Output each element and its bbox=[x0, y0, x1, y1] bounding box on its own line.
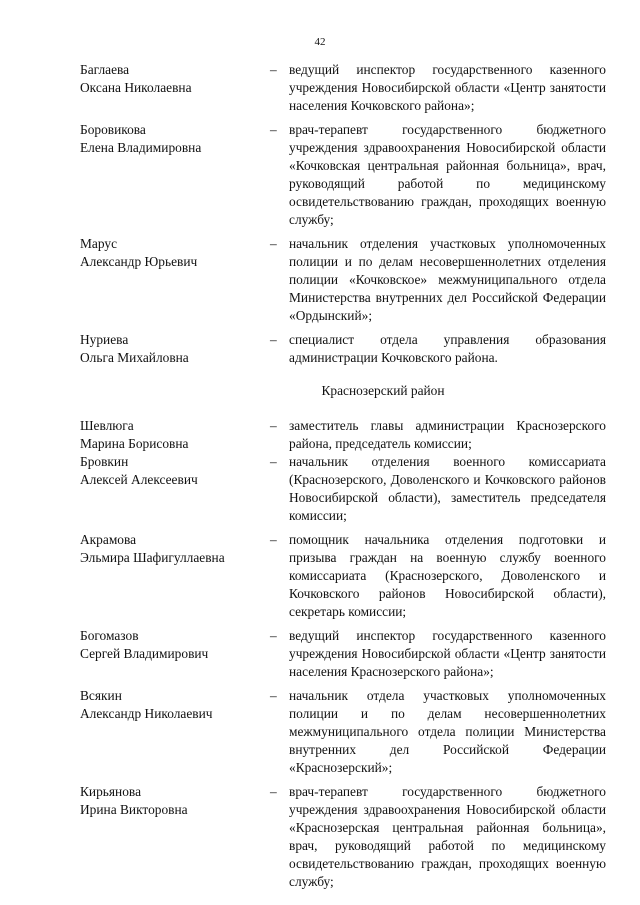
member-surname: Нуриева bbox=[80, 332, 129, 347]
section-heading: Краснозерский район bbox=[321, 383, 445, 398]
member-surname: Кирьянова bbox=[80, 784, 142, 799]
dash-separator: – bbox=[270, 332, 277, 347]
dash-separator: – bbox=[270, 784, 277, 799]
member-surname: Бровкин bbox=[80, 454, 129, 469]
member-given-names: Марина Борисовна bbox=[80, 436, 189, 451]
member-name bbox=[80, 417, 270, 453]
document-body bbox=[80, 61, 606, 891]
dash-separator: – bbox=[270, 628, 277, 643]
member-name bbox=[80, 531, 270, 621]
commission-member-entry bbox=[80, 453, 606, 525]
commission-member-entry bbox=[80, 121, 606, 229]
member-surname: Всякин bbox=[80, 688, 122, 703]
member-name bbox=[80, 61, 270, 115]
commission-member-entry bbox=[80, 417, 606, 453]
member-surname: Акрамова bbox=[80, 532, 137, 547]
member-given-names: Оксана Николаевна bbox=[80, 80, 192, 95]
member-role: ведущий инспектор государственного казенного учреждения Новосибирской области «Центр занятости населения Кочковского района»; bbox=[289, 62, 606, 113]
member-name bbox=[80, 453, 270, 525]
member-surname: Шевлюга bbox=[80, 418, 134, 433]
member-role: врач-терапевт государственного бюджетного учреждения здравоохранения Новосибирской области «Краснозерская центральная районная больница», врач, руководящий работой по медицинскому освидетельствованию граждан, проходящих военную службу; bbox=[289, 784, 606, 889]
member-name bbox=[80, 627, 270, 681]
commission-member-entry bbox=[80, 627, 606, 681]
commission-member-entry bbox=[80, 331, 606, 367]
member-surname: Богомазов bbox=[80, 628, 139, 643]
member-given-names: Александр Юрьевич bbox=[80, 254, 198, 269]
commission-member-entry bbox=[80, 531, 606, 621]
member-given-names: Алексей Алексеевич bbox=[80, 472, 198, 487]
member-given-names: Ольга Михайловна bbox=[80, 350, 189, 365]
member-name bbox=[80, 331, 270, 367]
member-name bbox=[80, 121, 270, 229]
member-role: заместитель главы администрации Краснозерского района, председатель комиссии; bbox=[289, 418, 606, 451]
dash-separator: – bbox=[270, 418, 277, 433]
dash-separator: – bbox=[270, 236, 277, 251]
member-role: врач-терапевт государственного бюджетного учреждения здравоохранения Новосибирской области «Кочковская центральная районная больница», врач, руководящий работой по медицинскому освидетельствованию граждан, проходящих военную службу; bbox=[289, 122, 606, 227]
commission-member-entry bbox=[80, 783, 606, 891]
member-surname: Боровикова bbox=[80, 122, 146, 137]
member-role: начальник отделения военного комиссариата (Краснозерского, Доволенского и Кочковского районов Новосибирской области), заместитель председателя комиссии; bbox=[289, 454, 606, 523]
commission-member-entry bbox=[80, 687, 606, 777]
dash-separator: – bbox=[270, 62, 277, 77]
member-given-names: Александр Николаевич bbox=[80, 706, 213, 721]
dash-separator: – bbox=[270, 532, 277, 547]
commission-member-entry bbox=[80, 235, 606, 325]
member-name bbox=[80, 783, 270, 891]
member-role: специалист отдела управления образования администрации Кочковского района. bbox=[289, 332, 606, 365]
member-given-names: Сергей Владимирович bbox=[80, 646, 209, 661]
member-surname: Марус bbox=[80, 236, 118, 251]
dash-separator: – bbox=[270, 454, 277, 469]
member-role: начальник отдела участковых уполномоченных полиции и по делам несовершеннолетних межмуниципального отдела полиции Министерства внутренних дел Российской Федерации «Краснозерский»; bbox=[289, 688, 606, 775]
member-role: ведущий инспектор государственного казенного учреждения Новосибирской области «Центр занятости населения Краснозерского района»; bbox=[289, 628, 606, 679]
dash-separator: – bbox=[270, 688, 277, 703]
page-number: 42 bbox=[314, 36, 326, 48]
member-name bbox=[80, 687, 270, 777]
member-given-names: Ирина Викторовна bbox=[80, 802, 188, 817]
commission-member-entry bbox=[80, 61, 606, 115]
dash-separator: – bbox=[270, 122, 277, 137]
member-given-names: Елена Владимировна bbox=[80, 140, 202, 155]
member-role: помощник начальника отделения подготовки и призыва граждан на военную службу военного комиссариата (Краснозерского, Доволенского и Кочковского районов Новосибирской области), секретарь комиссии; bbox=[289, 532, 606, 619]
member-name bbox=[80, 235, 270, 325]
member-role: начальник отделения участковых уполномоченных полиции и по делам несовершеннолетних отделения полиции «Кочковское» межмуниципального отдела Министерства внутренних дел Российской Федерации «Ордынский»; bbox=[289, 236, 606, 323]
member-surname: Баглаева bbox=[80, 62, 130, 77]
member-given-names: Эльмира Шафигуллаевна bbox=[80, 550, 225, 565]
